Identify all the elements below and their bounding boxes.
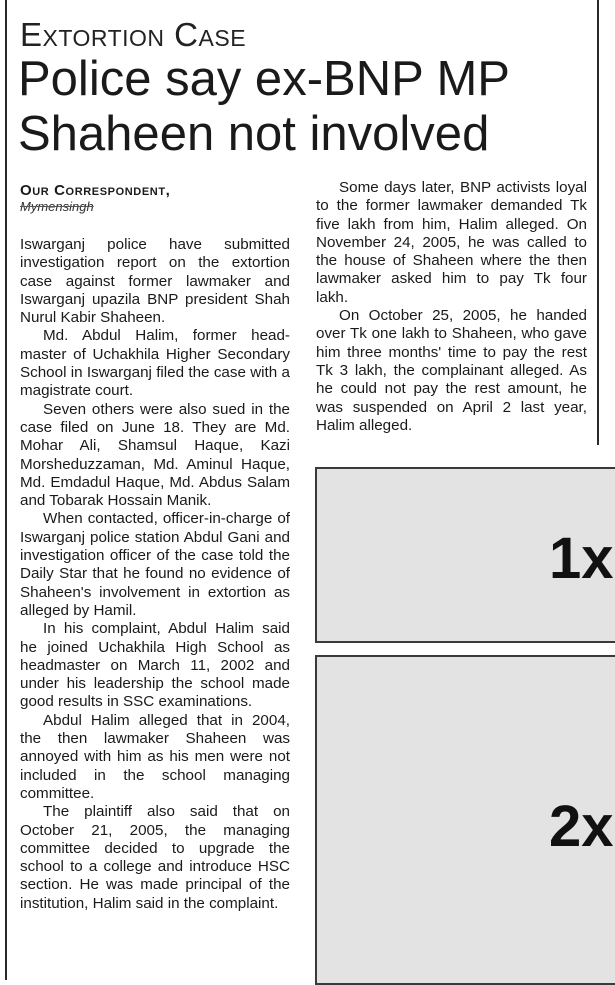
paragraph: On October 25, 2005, he handed over Tk one lakh to Shaheen, who gave him three months' time to pay the rest Tk 3 lakh, the complainant alleged. As he could not pay the rest amount, he was suspended on April 2 last year, Halim alleged. xyxy=(316,307,587,434)
headline-line-1: Police say ex-BNP MP xyxy=(18,52,510,106)
kicker xyxy=(20,16,246,54)
ad-size-label: 1x xyxy=(549,526,614,591)
left-column-rule xyxy=(5,0,7,980)
paragraph: The plaintiff also said that on October 21, 2005, the managing committee decided to upgrade the school to a college and introduce HSC section. He was made principal of the institution, Halim said in the complaint. xyxy=(20,803,290,912)
byline-dateline: Mymensingh xyxy=(20,199,94,214)
headline-line-2: Shaheen not involved xyxy=(18,107,490,161)
paragraph: Seven others were also sued in the case filed on June 18. They are Md. Mohar Ali, Shamsul Haque, Kazi Morsheduzzaman, Md. Aminul Haque, Md. Emdadul Haque, Md. Abdus Salam and Tobarak Hossain Manik. xyxy=(20,400,290,510)
article-column-2 xyxy=(316,179,587,435)
article-column-1 xyxy=(20,236,290,980)
paragraph: Iswarganj police have submitted investigation report on the extortion case against former lawmaker and Iswarganj upazila BNP president Shah Nurul Kabir Shaheen. xyxy=(20,236,290,327)
ad-size-label: 2x xyxy=(549,794,614,859)
paragraph: In his complaint, Abdul Halim said he joined Uchakhila High School as headmaster on March 11, 2002 and under his leadership the school made good results in SSC examinations. xyxy=(20,620,290,711)
ad-placeholder-1x xyxy=(315,467,615,643)
paragraph: Some days later, BNP activists loyal to the former lawmaker demanded Tk five lakh from him, Halim alleged. On November 24, 2005, he was called to the house of Shaheen where the then lawmaker asked him to pay Tk four lakh. xyxy=(316,179,587,306)
byline xyxy=(20,182,290,214)
byline-author: Our Correspondent, xyxy=(20,182,171,199)
paragraph: Abdul Halim alleged that in 2004, the then lawmaker Shaheen was annoyed with him as his men were not included in the school managing committee. xyxy=(20,711,290,802)
headline xyxy=(18,52,598,162)
paragraph: Md. Abdul Halim, former head-master of Uchakhila Higher Secondary School in Iswarganj filed the case with a magistrate court. xyxy=(20,327,290,400)
ad-placeholder-2x xyxy=(315,655,615,985)
paragraph: When contacted, officer-in-charge of Iswarganj police station Abdul Gani and investigation officer of the case told the Daily Star that he found no evidence of Shaheen's involvement in extortion as alleged by Hamil. xyxy=(20,510,290,619)
kicker-text: Extortion Case xyxy=(20,16,247,53)
